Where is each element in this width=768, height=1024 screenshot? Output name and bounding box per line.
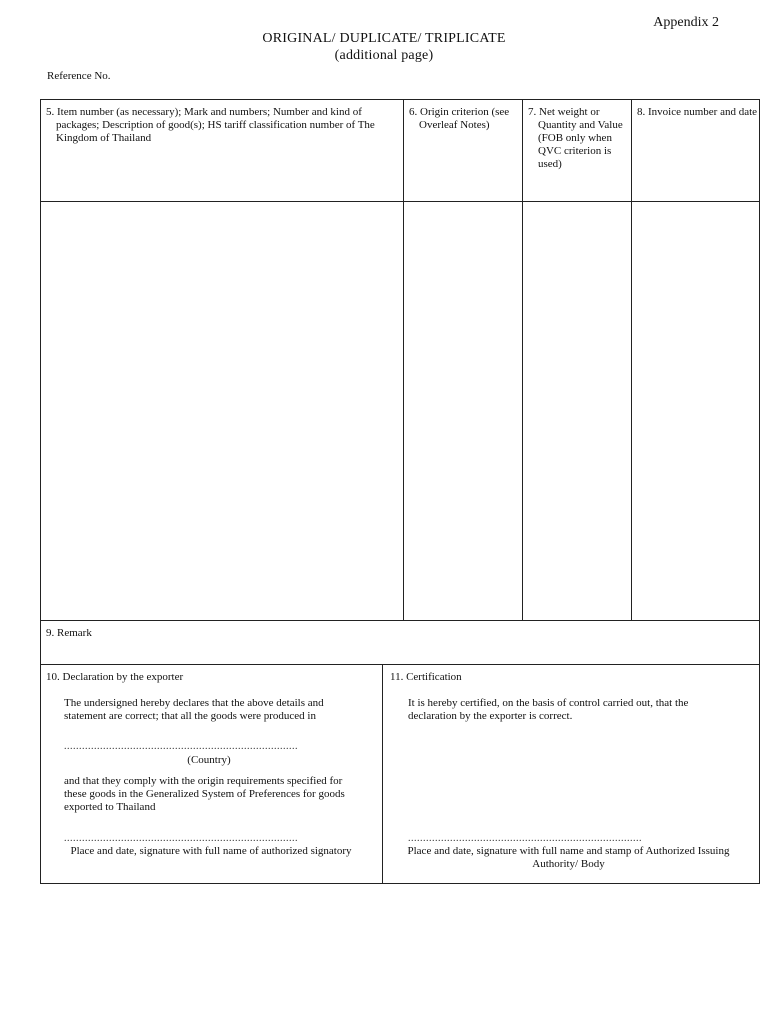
- certification-statement: It is hereby certified, on the basis of control carried out, that the declaration by the exporter is correct.: [408, 697, 689, 722]
- exporter-signature-label: Place and date, signature with full name of authorized signatory: [70, 845, 352, 857]
- invoice-entry-area[interactable]: [632, 202, 759, 620]
- appendix-label: Appendix 2: [653, 15, 719, 30]
- origin-criterion-entry-area[interactable]: [404, 202, 522, 620]
- declaration-certification-divider: [382, 664, 383, 884]
- certificate-form: [40, 99, 760, 884]
- reference-number-label: Reference No.: [47, 70, 111, 82]
- country-label: (Country): [187, 754, 231, 766]
- certification-label: 11. Certification: [390, 671, 462, 683]
- declaration-compliance-text: and that they comply with the origin requirements specified for these goods in the Generalized System of Preferences for goods exported to Thailand: [64, 775, 345, 813]
- border-bottom: [40, 883, 760, 884]
- title-subtitle: (additional page): [334, 48, 434, 63]
- net-weight-entry-area[interactable]: [523, 202, 631, 620]
- remark-top-divider: [40, 620, 760, 621]
- declaration-statement: The undersigned hereby declares that the above details and statement are correct; that all the goods were produced in: [64, 697, 324, 722]
- remark-label: 9. Remark: [46, 627, 92, 639]
- column-header-origin-criterion: 6. Origin criterion (see Overleaf Notes): [409, 106, 510, 131]
- country-dotted-line: ..............................................................................: [64, 741, 298, 752]
- border-top: [40, 99, 760, 100]
- document-title: [0, 30, 768, 64]
- column-header-item-description: 5. Item number (as necessary); Mark and numbers; Number and kind of packages; Description of good(s); HS tariff classification number of The Kingdom of Thailand: [46, 106, 375, 144]
- column-header-invoice: 8. Invoice number and date: [637, 106, 758, 118]
- column-header-net-weight: 7. Net weight or Quantity and Value (FOB only when QVC criterion is used): [528, 106, 623, 170]
- remark-bottom-divider: [40, 664, 760, 665]
- title-copies: ORIGINAL/ DUPLICATE/ TRIPLICATE: [262, 31, 506, 46]
- item-description-entry-area[interactable]: [41, 202, 403, 620]
- authority-signature-label: Place and date, signature with full name and stamp of Authorized Issuing Authority/ Body: [407, 845, 730, 870]
- exporter-signature-dotted-line: ..............................................................................: [64, 833, 298, 844]
- border-right: [759, 99, 760, 884]
- declaration-label: 10. Declaration by the exporter: [46, 671, 184, 683]
- authority-signature-dotted-line: ..............................................................................: [408, 833, 642, 844]
